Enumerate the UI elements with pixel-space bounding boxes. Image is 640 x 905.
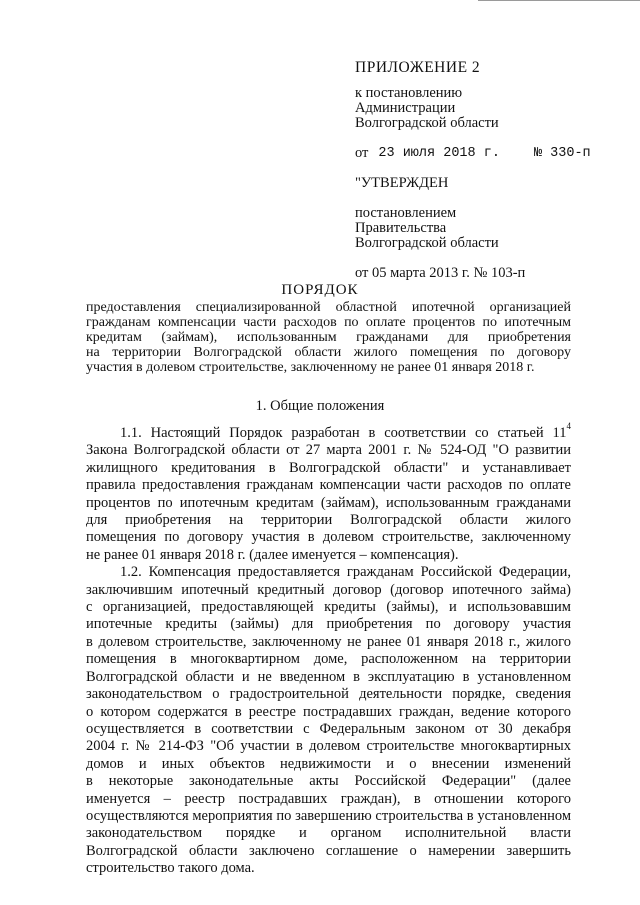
subtitle-line: на территории Волгоградской области жилого помещения по договору [86, 345, 571, 360]
subtitle-line: участия в долевом строительстве, заключенному не ранее 01 января 2018 г. [86, 360, 535, 375]
superscript: 4 [566, 421, 571, 432]
approved-date: от 05 марта 2013 г. № 103-п [355, 265, 526, 281]
body-line: осуществляются мероприятия по завершению строительства в установленном [86, 807, 571, 824]
subtitle-line: гражданам компенсации части расходов по оплате процентов по ипотечным [86, 315, 571, 330]
resolution-date-line [355, 146, 625, 161]
body-line: Волгоградской области и не введенном в эксплуатацию в установленном [86, 668, 571, 685]
body-line: в долевом строительстве, заключенному не ранее 01 января 2018 г., жилого [86, 633, 571, 650]
body-line: Волгоградской области заключено соглашение о намерении завершить [86, 842, 571, 859]
body-line: заключившим ипотечный кредитный договор (договор ипотечного займа) [86, 581, 571, 598]
paragraph-2-first-line: 1.2. Компенсация предоставляется гражданам Российской Федерации, [120, 564, 571, 581]
paragraph-1-first-line: 1.1. Настоящий Порядок разработан в соответствии со статьей $11^4$ [120, 421, 571, 441]
section-heading: 1. Общие положения [255, 398, 385, 414]
body-line: домов и иных объектов недвижимости и о внесении изменений [86, 755, 571, 772]
body-line: Закона Волгоградской области от 27 марта 2001 г. № 524-ОД "О развитии [86, 442, 571, 459]
subtitle-line: предоставления специализированной областной ипотечной организацией [86, 300, 571, 315]
body-line: помещения в многоквартирном доме, расположенном на территории [86, 651, 571, 668]
body-line: жилищного кредитования в Волгоградской области" и устанавливает [86, 459, 571, 476]
appendix-title: ПРИЛОЖЕНИЕ 2 [355, 59, 481, 76]
document-body [86, 421, 571, 878]
body-line: осуществляется в соответствии с Федеральным законом от 30 декабря [86, 720, 571, 737]
body-line: для приобретения на территории Волгоградской области жилого [86, 512, 571, 529]
resolution-number: № 330-п [533, 146, 591, 161]
body-line: правила предоставления гражданам компенсации части расходов по оплате [86, 477, 571, 494]
date-value: 23 июля 2018 г. [378, 146, 500, 161]
document-subtitle [86, 300, 571, 375]
body-line: именуется – реестр пострадавших граждан), в отношении которого [86, 790, 571, 807]
body-line: с организацией, предоставляющей кредиты (займы), и использовавшим [86, 599, 571, 616]
top-edge-line [478, 0, 640, 1]
body-line: в некоторые законодательные акты Российской Федерации" (далее [86, 773, 571, 790]
body-line: не ранее 01 января 2018 г. (далее именуется – компенсация). [86, 546, 459, 563]
approved-by-line: Волгоградской области [355, 235, 499, 251]
resolution-line: Волгоградской области [355, 115, 499, 131]
approved-label: "УТВЕРЖДЕН [355, 175, 449, 191]
body-line: законодательством порядке и органом исполнительной власти [86, 825, 571, 842]
body-line: ипотечные кредиты (займы) для приобретения по договору участия [86, 616, 571, 633]
body-line: о котором содержатся в реестре пострадавших граждан, ведение которого [86, 703, 571, 720]
body-line: строительство такого дома. [86, 860, 255, 877]
body-line: помещения по договору участия в долевом строительстве, заключенному [86, 529, 571, 546]
approved-by-line: постановлением [355, 205, 457, 221]
date-prefix: от [355, 145, 369, 161]
resolution-line: Администрации [355, 100, 456, 116]
resolution-line: к постановлению [355, 85, 463, 101]
document-title: ПОРЯДОК [281, 282, 359, 298]
body-line: законодательством о градостроительной деятельности порядке, сведения [86, 686, 571, 703]
body-line: процентов по ипотечным кредитам (займам), использованным гражданами [86, 494, 571, 511]
document-header [355, 60, 625, 281]
body-line: 2004 г. № 214-ФЗ "Об участии в долевом строительстве многоквартирных [86, 738, 571, 755]
approved-by-line: Правительства [355, 220, 447, 236]
subtitle-line: кредитам (займам), использованным гражданами для приобретения [86, 330, 571, 345]
